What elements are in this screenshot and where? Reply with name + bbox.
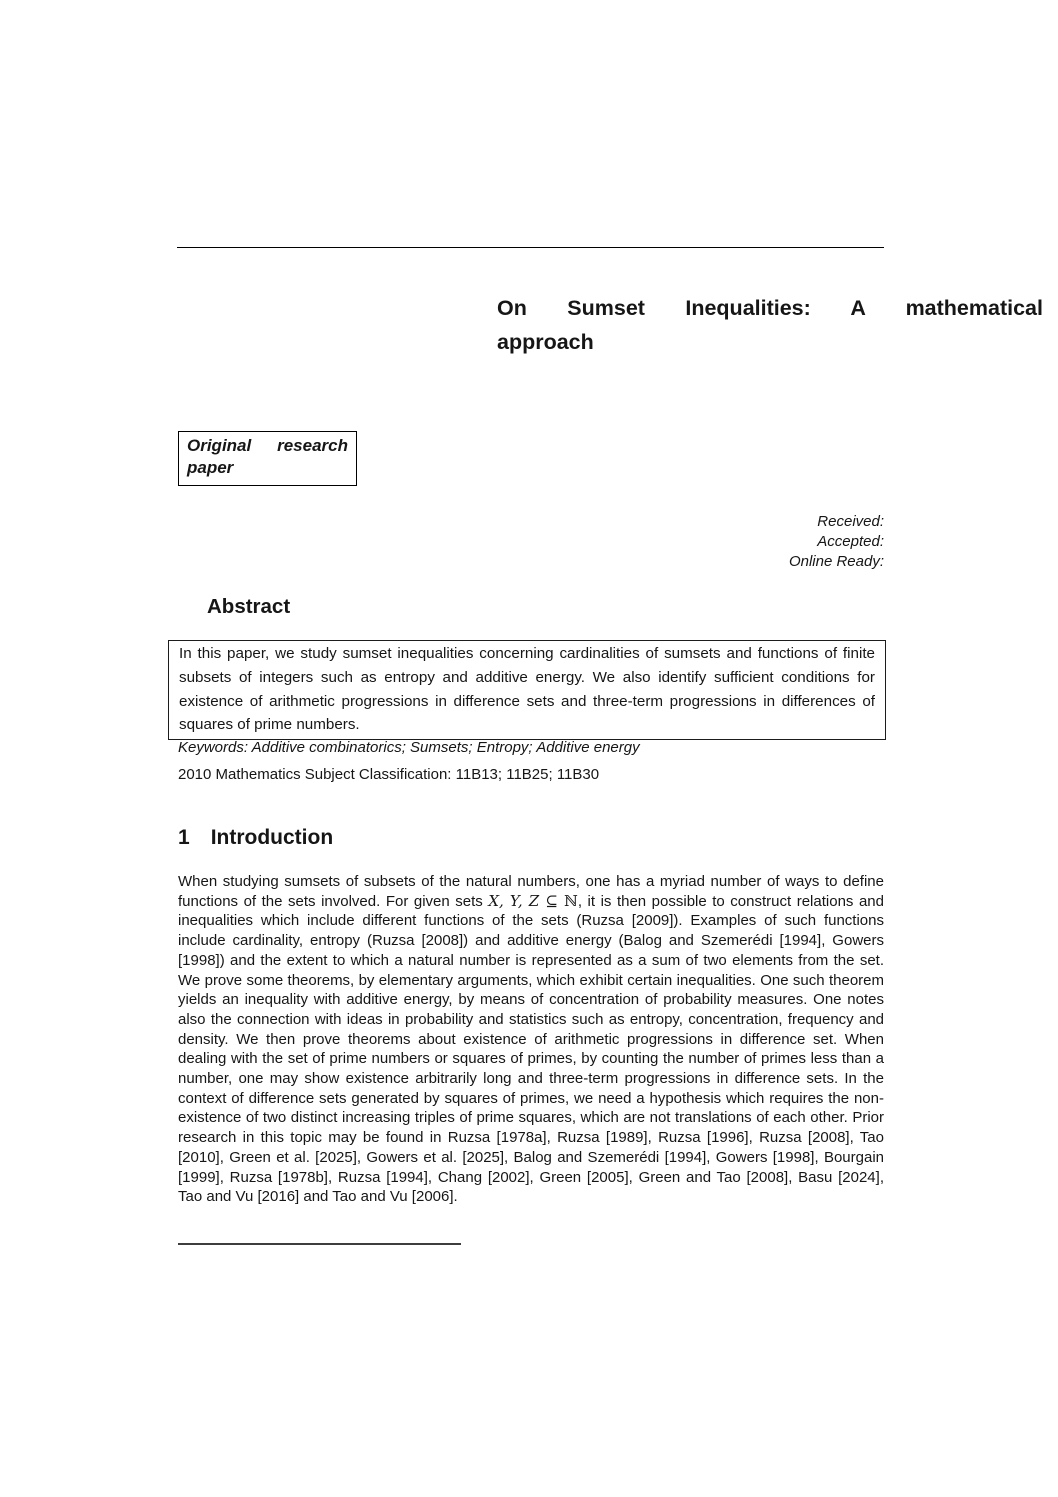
accepted-label: Accepted: [817,533,884,550]
paper-title-line1: On Sumset Inequalities: A mathematical [497,296,1043,320]
article-type-line2: paper [187,458,234,477]
article-type-line1: Original research [187,436,348,455]
online-ready-label: Online Ready: [788,553,884,570]
section-number: 1 [178,826,190,849]
math-subset-of-naturals: ⊆ ℕ [539,891,578,910]
section-heading-introduction [178,825,333,850]
keywords-line: Keywords: Additive combinatorics; Sumsets; Entropy; Additive energy [178,739,640,756]
section-title: Introduction [210,826,334,849]
header-rule [177,247,884,248]
intro-text-before-math: When studying sumsets of subsets of the natural numbers, one has a myriad number of ways to define functions of the sets involved. For given sets [178,873,884,910]
dates-block [178,512,884,572]
article-type-badge [178,431,357,486]
paper-title-line2: approach [497,330,594,354]
msc-line: 2010 Mathematics Subject Classification: 11B13; 11B25; 11B30 [178,766,600,783]
intro-text-after-math: , it is then possible to construct relations and inequalities which include different functions of the sets (Ruzsa [2009]). Examples of such functions include cardinality, entropy (Ruzsa [2008]) and additive energy (Balog and Szemerédi [1994], Gowers [1998]) and the extent to which a natural number is represented as a sum of two elements from the set. We prove some theorems, by elementary arguments, which exhibit certain inequalities. One such theorem yields an inequality with additive energy, by means of concentration of probability measures. One notes also the connection with ideas in probability and statistics such as entropy, concentration, frequency and density. We then prove theorems about existence of arithmetic progressions in difference set. When dealing with the set of prime numbers or squares of primes, by counting the number of primes less than a number, one may show existence arbitrarily long and three-term progressions in difference sets. In the context of difference sets generated by squares of primes, we need a hypothesis which requires the non-existence of two distinct increasing triples of prime squares, which are not translations of each other. Prior research in this topic may be found in Ruzsa [1978a], Ruzsa [1989], Ruzsa [1996], Ruzsa [2008], Tao [2010], Green et al. [2025], Gowers et al. [2025], Balog and Szemerédi [1994], Gowers [1998], Bourgain [1999], Ruzsa [1978b], Ruzsa [1994], Chang [2002], Green [2005], Green and Tao [2008], Basu [2024], Tao and Vu [2016] and Tao and Vu [2006]. [178,892,884,1206]
footnote-rule [178,1243,461,1245]
math-set-variables: X, Y, Z [488,891,540,910]
abstract-heading: Abstract [207,595,291,618]
paper-title [497,291,1043,359]
introduction-paragraph [178,872,884,1207]
abstract-box [168,640,886,740]
abstract-text: In this paper, we study sumset inequalities concerning cardinalities of sumsets and functions of finite subsets of integers such as entropy and additive energy. We also identify sufficient conditions for existence of arithmetic progressions in difference sets and three-term progressions in differences of squares of prime numbers. [179,645,875,734]
received-label: Received: [817,513,884,530]
